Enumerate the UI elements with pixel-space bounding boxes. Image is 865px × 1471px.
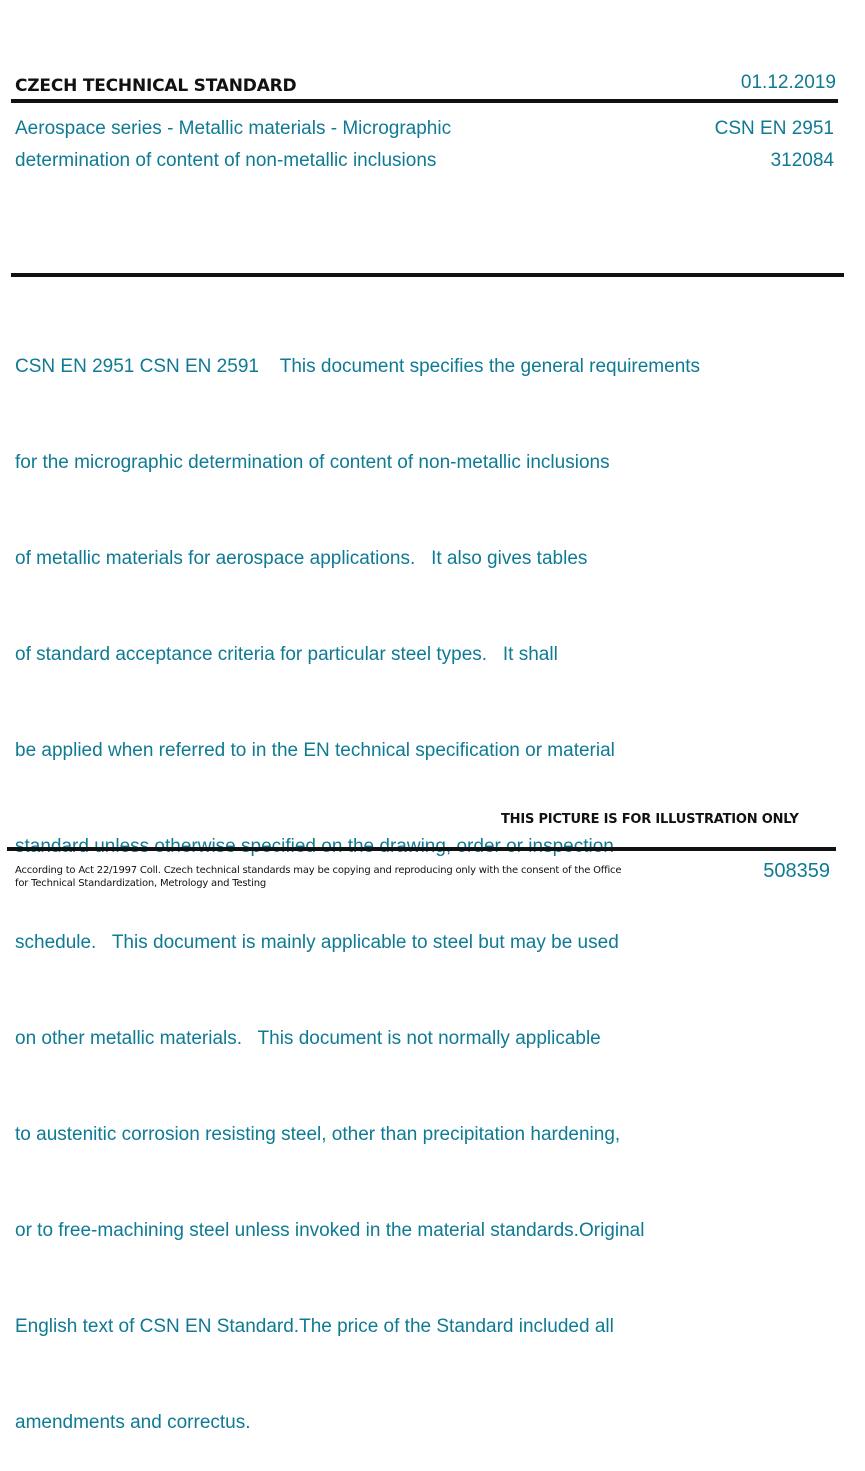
description-line: or to free-machining steel unless invoked in the material standards.Original [15,1220,645,1241]
standard-title-line-1: Aerospace series - Metallic materials - Micrographic [15,118,452,139]
legal-notice-line: for Technical Standardization, Metrology and Testing [15,878,266,889]
description-line: schedule. This document is mainly applicable to steel but may be used [15,932,619,953]
description-line: of metallic materials for aerospace applications. It also gives tables [15,548,588,569]
description-line: English text of CSN EN Standard.The price of the Standard included all [15,1316,614,1337]
legal-notice [15,864,621,890]
description-line: CSN EN 2951 CSN EN 2591 This document specifies the general requirements [15,356,701,377]
footer-divider [7,847,836,851]
document-heading: CZECH TECHNICAL STANDARD [15,76,297,96]
description-line: be applied when referred to in the EN technical specification or material [15,740,615,761]
class-number: 312084 [770,150,834,171]
illustration-note: THIS PICTURE IS FOR ILLUSTRATION ONLY [501,812,799,827]
description-line: on other metallic materials. This document is not normally applicable [15,1028,601,1049]
standard-title-line-2: determination of content of non-metallic inclusions [15,150,437,171]
description-line: amendments and correctus. [15,1412,251,1433]
title-divider [11,273,844,277]
document-number: 508359 [763,860,830,882]
legal-notice-line: According to Act 22/1997 Coll. Czech technical standards may be copying and reproducing only with the consent of the Office [15,865,622,876]
header-divider [11,99,838,103]
publication-date: 01.12.2019 [740,72,836,93]
description-line: to austenitic corrosion resisting steel, other than precipitation hardening, [15,1124,621,1145]
description-line: of standard acceptance criteria for particular steel types. It shall [15,644,558,665]
description-line: for the micrographic determination of content of non-metallic inclusions [15,452,610,473]
standard-code: CSN EN 2951 [714,118,834,139]
